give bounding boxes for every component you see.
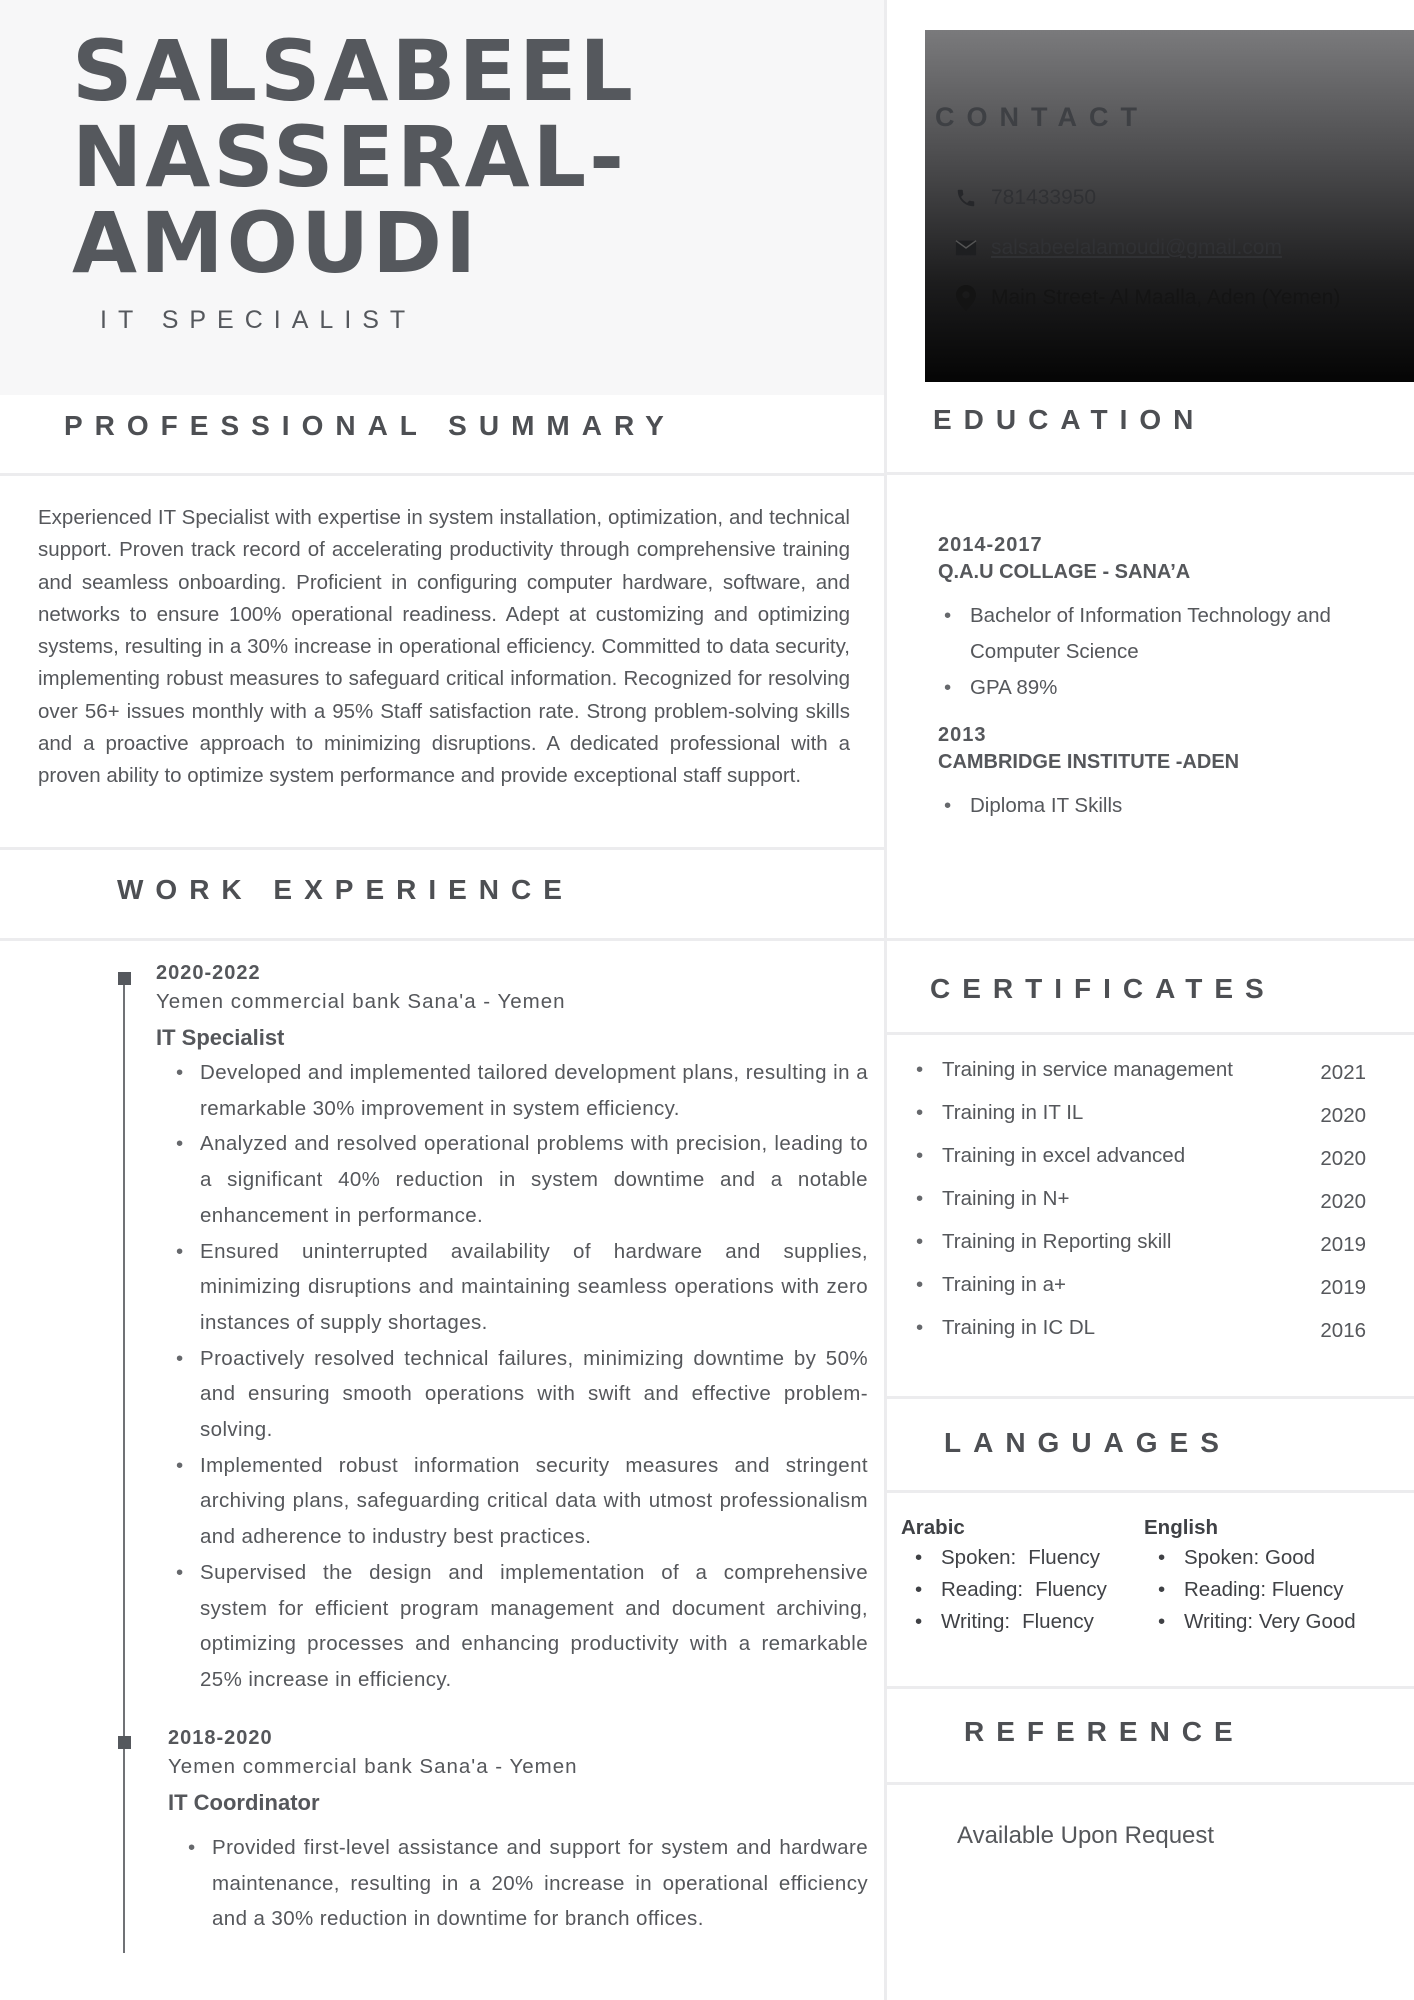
certificate-item <box>916 1101 1366 1144</box>
list-item <box>1144 1574 1404 1606</box>
job-company: Yemen commercial bank Sana'a - Yemen <box>156 990 566 1013</box>
list-item: • Bachelor of Information Technology and Computer Science <box>938 598 1388 670</box>
certificate-item <box>916 1273 1366 1316</box>
phone-icon <box>953 185 979 211</box>
certificate-name: • Training in N+ <box>942 1187 1070 1210</box>
list-item: • Provided first-level assistance and support for system and hardware maintenance, resulting in a 20% increase in operational efficiency and a 30% reduction in downtime for branch offices. <box>168 1830 868 1937</box>
certificate-name: • Training in service management <box>942 1058 1233 1081</box>
address-text: Main Street- Al Maalla, Aden (Yemen) <box>991 286 1341 309</box>
job-entry <box>168 1727 868 1937</box>
summary-text: Experienced IT Specialist with expertise in system installation, optimization, and technical support. Proven track record of accelerating productivity through comprehensive training and seamless onboarding. Proficient in configuring computer hardware, software, and networks to ensure 100% operational readiness. Adept at customizing and optimizing systems, resulting in a 30% increase in operational efficiency. Committed to data security, implementing robust measures to safeguard critical information. Recognized for resolving over 56+ issues monthly with a 95% Staff satisfaction rate. Strong problem-solving skills and a proactive approach to minimizing disruptions. A dedicated professional with a proven ability to optimize system performance and provide exceptional staff support. <box>38 506 850 788</box>
education-school: Q.A.U COLLAGE - SANA’A <box>938 561 1191 583</box>
certificate-name: • Training in a+ <box>942 1273 1067 1296</box>
header-panel <box>0 0 884 395</box>
language-english <box>1144 1516 1404 1638</box>
certificate-year: 2020 <box>1320 1147 1366 1170</box>
list-item <box>901 1574 1141 1606</box>
reference-text: Available Upon Request <box>957 1822 1215 1849</box>
name-line-2: NASSERAL- <box>72 108 627 206</box>
contact-box <box>925 30 1414 382</box>
education-entry <box>938 724 1388 824</box>
education-entry <box>938 534 1388 706</box>
map-pin-icon <box>953 285 979 311</box>
list-item: • GPA 89% <box>938 670 1388 706</box>
work-rule-bottom <box>0 938 884 941</box>
education-heading: EDUCATION <box>933 404 1206 435</box>
skill-label: Spoken: <box>1184 1546 1260 1569</box>
certificate-name: • Training in excel advanced <box>942 1144 1186 1167</box>
skill-value: Good <box>1264 1546 1316 1569</box>
education-years: 2013 <box>938 724 987 746</box>
skill-value: Very Good <box>1258 1610 1356 1633</box>
language-skills <box>901 1542 1141 1638</box>
list-item: • Proactively resolved technical failures, minimizing downtime by 50% and ensuring smooth operations with swift and effective problem-solving. <box>156 1341 868 1448</box>
list-item: • Analyzed and resolved operational problems with precision, leading to a significant 40% reduction in system downtime and a notable enhancement in performance. <box>156 1126 868 1233</box>
list-item: • Developed and implemented tailored development plans, resulting in a remarkable 30% improvement in system efficiency. <box>156 1055 868 1126</box>
certificate-item <box>916 1316 1366 1359</box>
skill-value: Fluency <box>1022 1610 1094 1633</box>
certificate-year: 2019 <box>1320 1276 1366 1299</box>
certificate-year: 2020 <box>1320 1104 1366 1127</box>
education-school: CAMBRIDGE INSTITUTE -ADEN <box>938 751 1240 773</box>
skill-value: Fluency <box>1028 1546 1101 1569</box>
job-title: IT SPECIALIST <box>100 306 417 334</box>
reference-rule-top <box>887 1686 1414 1689</box>
skill-label: Writing: <box>941 1610 1011 1633</box>
skill-label: Reading: <box>941 1578 1024 1601</box>
list-item <box>1144 1606 1404 1638</box>
job-role: IT Specialist <box>156 1025 285 1050</box>
summary-heading: PROFESSIONAL SUMMARY <box>64 410 676 441</box>
certificate-item <box>916 1187 1366 1230</box>
skill-value: Fluency <box>1035 1578 1107 1601</box>
job-achievements <box>168 1830 868 1937</box>
certificate-year: 2021 <box>1320 1061 1366 1084</box>
certificate-year: 2016 <box>1320 1319 1366 1342</box>
job-achievements <box>156 1055 868 1698</box>
column-divider <box>884 0 887 2000</box>
certificates-rule-top <box>887 938 1414 941</box>
list-item: • Implemented robust information security measures and stringent archiving plans, safeguarding critical data with utmost professionalism and adherence to industry best practices. <box>156 1448 868 1555</box>
language-skills <box>1144 1542 1404 1638</box>
phone-number: 781433950 <box>991 186 1097 209</box>
language-name: English <box>1144 1516 1219 1539</box>
name-line-1: SALSABEEL <box>72 22 636 120</box>
certificate-item <box>916 1058 1366 1101</box>
skill-label: Writing: <box>1184 1610 1254 1633</box>
list-item <box>901 1542 1141 1574</box>
contact-phone[interactable] <box>953 184 1096 212</box>
certificates-rule-bottom <box>887 1032 1414 1035</box>
list-item: • Ensured uninterrupted availability of hardware and supplies, minimizing disruptions and maintaining seamless operations with zero instances of supply shortages. <box>156 1234 868 1341</box>
education-details <box>938 598 1388 706</box>
list-item <box>1144 1542 1404 1574</box>
full-name <box>72 22 636 292</box>
contact-title: CONTACT <box>935 102 1149 132</box>
skill-label: Reading: <box>1184 1578 1267 1601</box>
name-line-3: AMOUDI <box>72 194 480 292</box>
skill-value: Fluency <box>1271 1578 1344 1601</box>
education-years: 2014-2017 <box>938 534 1043 556</box>
language-arabic <box>901 1516 1141 1638</box>
timeline-line <box>123 978 125 1953</box>
timeline-marker <box>118 972 131 985</box>
list-item: • Diploma IT Skills <box>938 788 1388 824</box>
languages-rule-top <box>887 1396 1414 1399</box>
certificate-name: • Training in Reporting skill <box>942 1230 1172 1253</box>
job-years: 2020-2022 <box>156 962 261 984</box>
contact-email[interactable] <box>953 234 1282 262</box>
certificates-list <box>916 1058 1366 1359</box>
work-rule-top <box>0 847 884 850</box>
languages-heading: LANGUAGES <box>944 1427 1231 1458</box>
summary-rule-bottom <box>0 473 884 476</box>
job-years: 2018-2020 <box>168 1727 273 1749</box>
reference-heading: REFERENCE <box>964 1716 1245 1747</box>
certificate-name: • Training in IC DL <box>942 1316 1096 1339</box>
job-entry <box>156 962 868 1698</box>
reference-rule-bottom <box>887 1782 1414 1785</box>
contact-address <box>953 284 1340 312</box>
education-rule <box>887 472 1414 475</box>
education-details <box>938 788 1388 824</box>
certificate-year: 2020 <box>1320 1190 1366 1213</box>
languages-rule-bottom <box>887 1490 1414 1493</box>
job-company: Yemen commercial bank Sana'a - Yemen <box>168 1755 578 1778</box>
list-item <box>901 1606 1141 1638</box>
certificate-year: 2019 <box>1320 1233 1366 1256</box>
certificate-name: • Training in IT IL <box>942 1101 1084 1124</box>
certificate-item <box>916 1144 1366 1187</box>
timeline-marker <box>118 1736 131 1749</box>
language-name: Arabic <box>901 1516 965 1539</box>
job-role: IT Coordinator <box>168 1790 320 1815</box>
skill-label: Spoken: <box>941 1546 1017 1569</box>
work-heading: WORK EXPERIENCE <box>117 874 574 905</box>
certificates-heading: CERTIFICATES <box>930 973 1276 1004</box>
certificate-item <box>916 1230 1366 1273</box>
list-item: • Supervised the design and implementation of a comprehensive system for efficient program management and document archiving, optimizing processes and enhancing productivity with a remarkable 25% increase in efficiency. <box>156 1555 868 1698</box>
email-address: salsabeelalamoudi@gmail.com <box>991 236 1282 259</box>
envelope-icon <box>953 235 979 261</box>
